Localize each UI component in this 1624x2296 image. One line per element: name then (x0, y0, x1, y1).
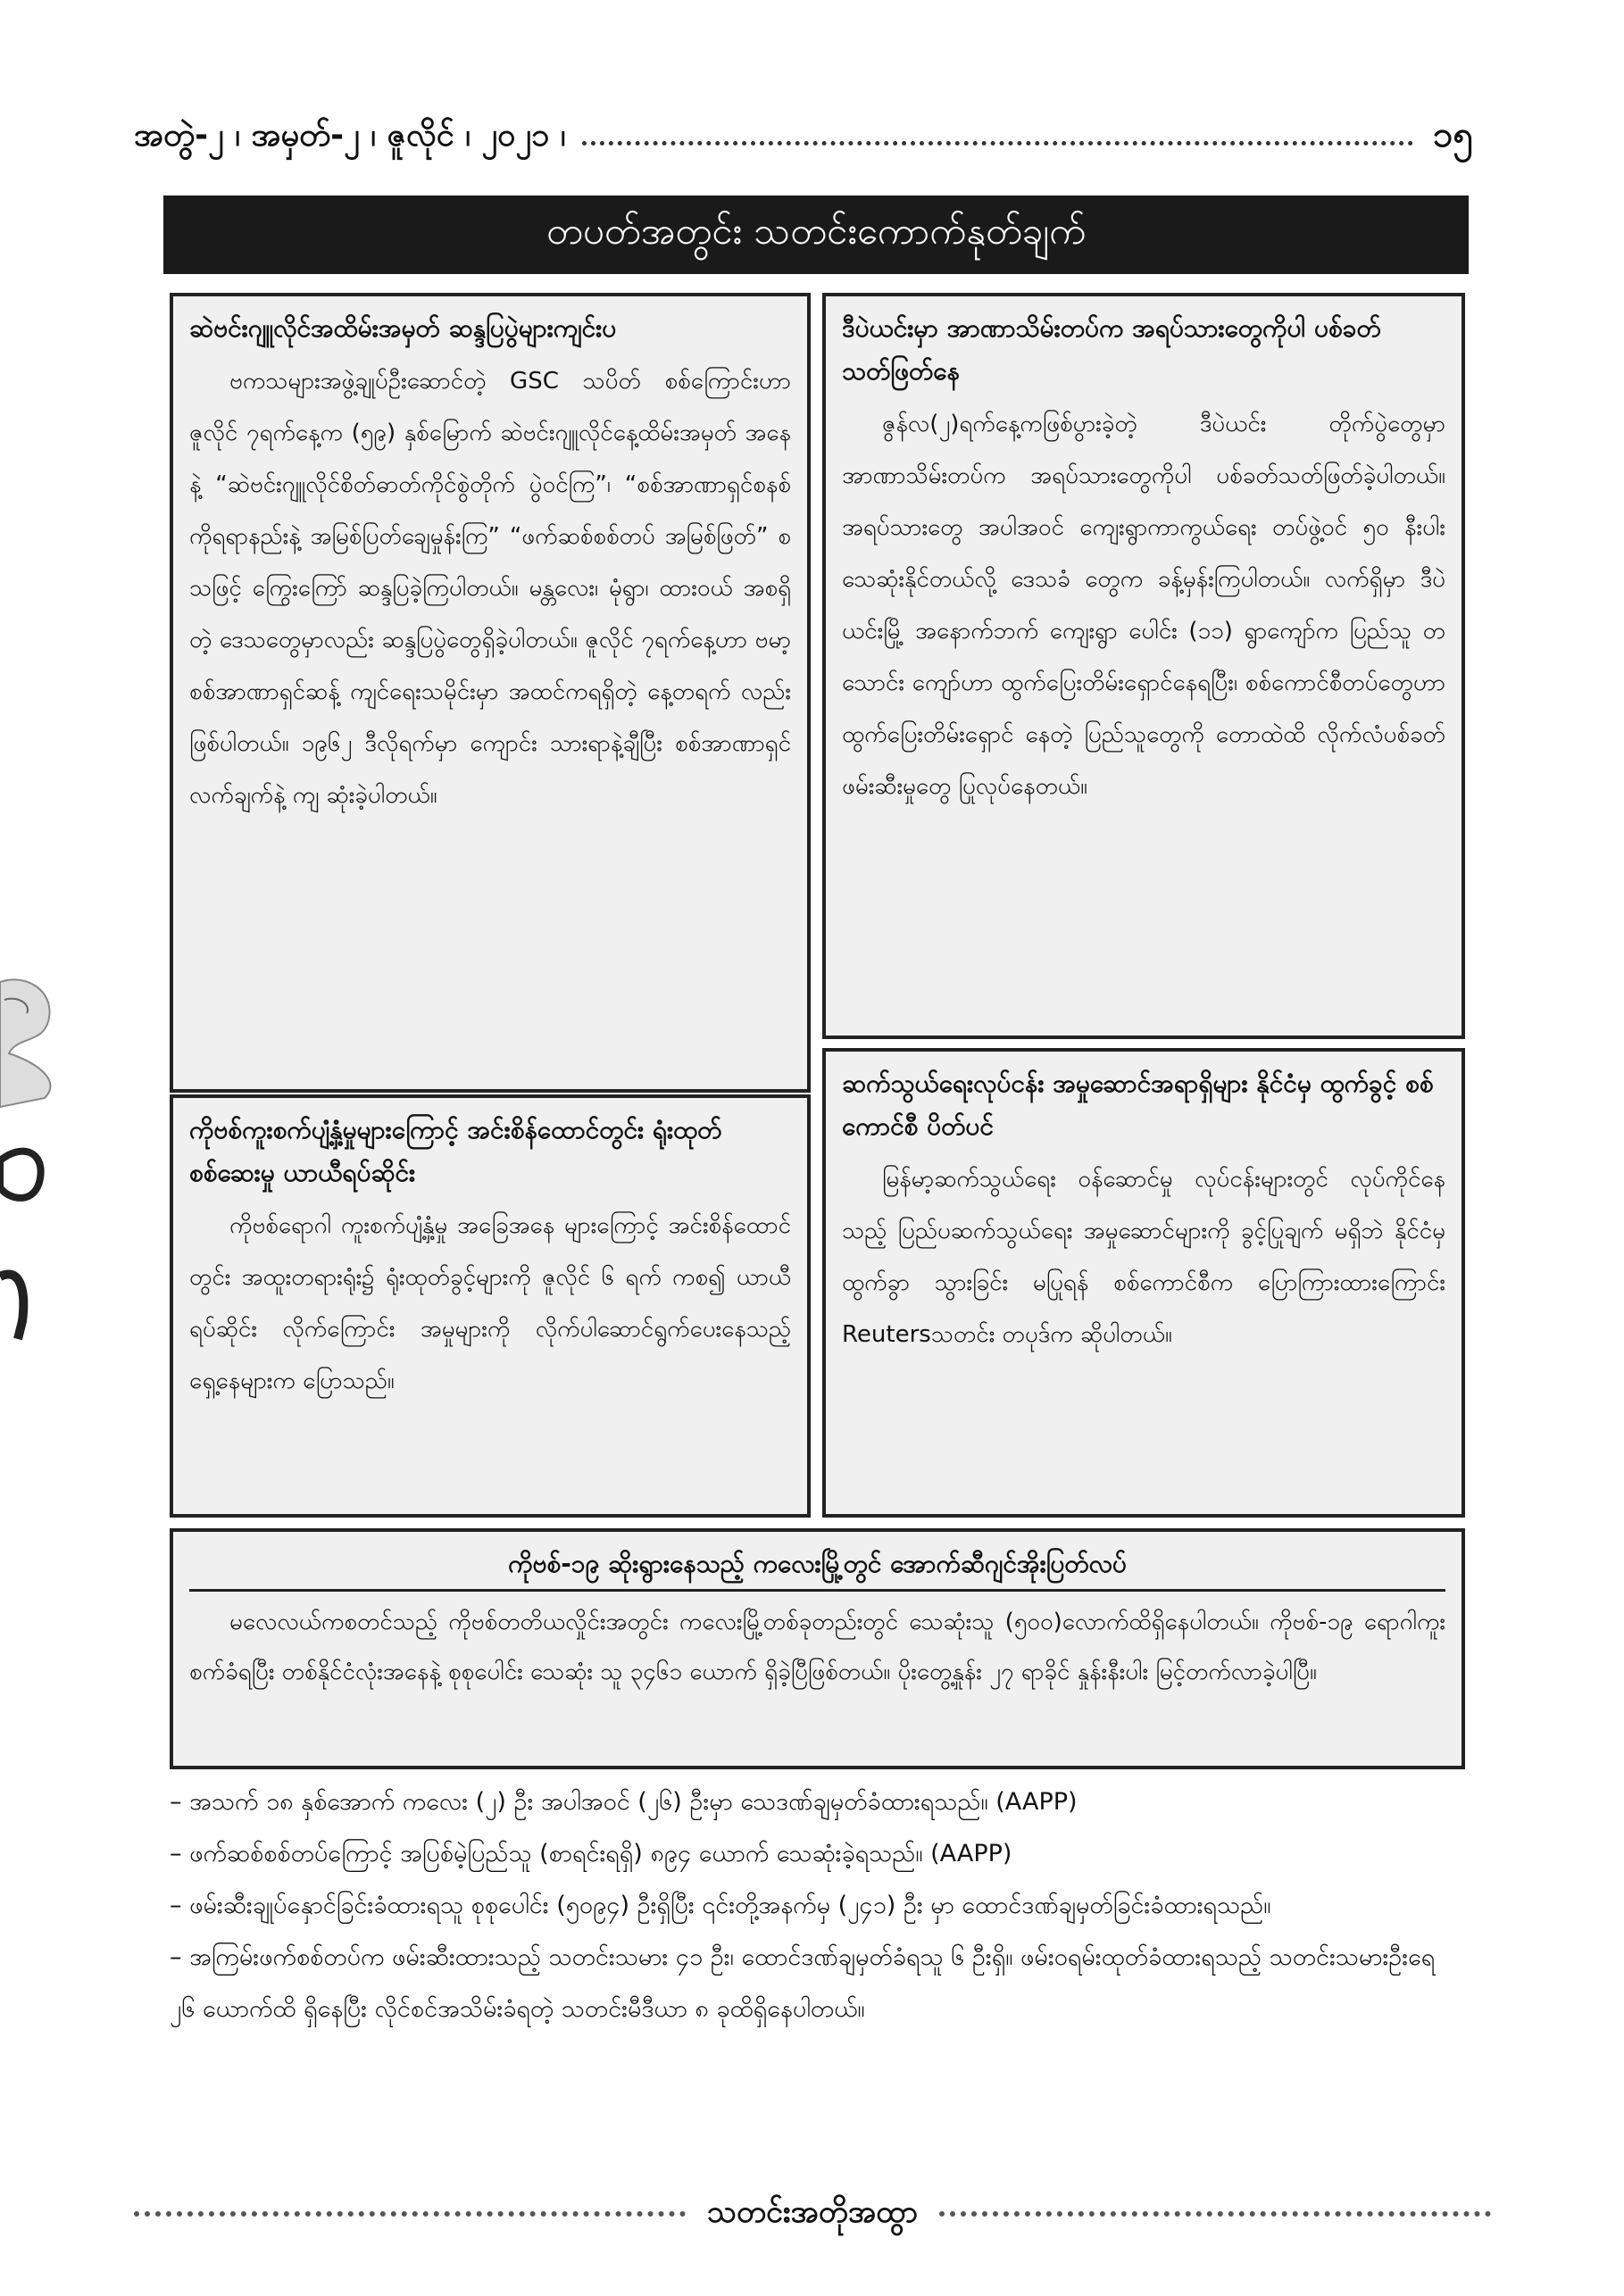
article-box (170, 293, 811, 1093)
article-box (822, 293, 1465, 1039)
banner-title: တပတ်အတွင်း သတင်းကောက်နုတ်ချက် (545, 209, 1087, 253)
page-header (134, 105, 1473, 170)
footer-dotted-rule (939, 2211, 1491, 2217)
footer-dotted-rule (134, 2211, 686, 2217)
article-title: ကိုဗစ်ကူးစက်ပျံ့နှံ့မှုများကြောင့် အင်းစိန်ထောင်တွင်း ရုံးထုတ်စစ်ဆေးမှု ယာယီရပ်ဆိုင်း (189, 1115, 722, 1187)
article-title: ကိုဗစ်-၁၉ ဆိုးရွားနေသည့် ကလေးမြို့တွင် အောက်ဆီဂျင်အိုးပြတ်လပ် (189, 1543, 1445, 1592)
article-title: ဒီပဲယင်းမှာ အာဏာသိမ်းတပ်က အရပ်သားတွေကိုပါ ပစ်ခတ်သတ်ဖြတ်နေ (842, 313, 1381, 386)
list-item: – အသက် ၁၈ နှစ်အောက် ကလေး (၂) ဦး အပါအဝင် (၂၆) ဦးမှာ သေဒဏ်ချမှတ်ခံထားရသည်။ (AAPP) (170, 1788, 1078, 1816)
issue-line: အတွဲ-၂ ၊ အမှတ်-၂ ၊ ဇူလိုင် ၊ ၂၀၂၁ ၊ (134, 117, 566, 154)
header-dotted-rule (582, 141, 1413, 146)
article-box (170, 1094, 811, 1518)
article-box-wide (170, 1528, 1465, 1769)
news-notes-list (170, 1776, 1465, 2035)
article-body: ကိုဗစ်ရောဂါ ကူးစက်ပျံ့နှံ့မှု အခြေအနေ များကြောင့် အင်းစိန်ထောင်တွင်း အထူးတရားရုံး၌ ရုံးထုတ်ခွင့်များကို ဇူလိုင် ၆ ရက် ကစ၍ ယာယီ ရပ်ဆိုင်း လိုက်ကြောင်း အမှုများကို လိုက်ပါဆောင်ရွက်ပေးနေသည့် ရှေ့နေများက ပြောသည်။ (189, 1212, 791, 1394)
footer-section-name: သတင်းအတိုအထွာ (707, 2193, 918, 2230)
article-box (822, 1048, 1465, 1518)
list-item: – ဖမ်းဆီးချုပ်နှောင်ခြင်းခံထားရသူ စုစုပေါင်း (၅၀၉၄) ဦးရှိပြီး ၎င်းတို့အနက်မှ (၂၄၁) ဦး မှာ ထောင်ဒဏ်ချမှတ်ခြင်းခံထားရသည်။ (170, 1892, 1271, 1919)
article-body: မလေလယ်ကစတင်သည့် ကိုဗစ်တတိယလှိုင်းအတွင်း ကလေးမြို့တစ်ခုတည်းတွင် သေဆုံးသူ (၅၀၀)လောက်ထိရှိနေပါတယ်။ ကိုဗစ်-၁၉ ရောဂါကူးစက်ခံရပြီး တစ်နိုင်ငံလုံးအနေနဲ့ စုစုပေါင်း သေဆုံး သူ ၃၄၆၁ ယောက် ရှိခဲ့ပြီဖြစ်တယ်။ ပိုးတွေ့နှုန်း ၂၇ ရာခိုင် နှုန်းနီးပါး မြင့်တက်လာခဲ့ပါပြီ။ (189, 1609, 1445, 1685)
article-body: ဇွန်လ(၂)ရက်နေ့ကဖြစ်ပွားခဲ့တဲ့ ဒီပဲယင်း တိုက်ပွဲတွေမှာ အာဏာသိမ်းတပ်က အရပ်သားတွေကိုပါ ပစ်ခတ်သတ်ဖြတ်ခဲ့ပါတယ်။ အရပ်သားတွေ အပါအဝင် ကျေးရွာကာကွယ်ရေး တပ်ဖွဲ့ဝင် ၅၀ နီးပါး သေဆုံးနိုင်တယ်လို့ ဒေသခံ တွေက ခန့်မှန်းကြပါတယ်။ လက်ရှိမှာ ဒီပဲယင်းမြို့ အနောက်ဘက် ကျေးရွာ ပေါင်း (၁၁) ရွာကျော်က ပြည်သူ တသောင်း ကျော်ဟာ ထွက်ပြေးတိမ်းရှောင်နေရပြီး၊ စစ်ကောင်စီတပ်တွေဟာ ထွက်ပြေးတိမ်းရှောင် နေတဲ့ ပြည်သူတွေကို တောထဲထိ လိုက်လံပစ်ခတ် ဖမ်းဆီးမှုတွေ ပြုလုပ်နေတယ်။ (842, 411, 1445, 800)
list-item: – ဖက်ဆစ်စစ်တပ်ကြောင့် အပြစ်မဲ့ပြည်သူ (စာရင်းရရှိ) ၈၉၄ ယောက် သေဆုံးခဲ့ရသည်။ (AAPP) (170, 1840, 1012, 1868)
article-body: မြန်မာ့ဆက်သွယ်ရေး ဝန်ဆောင်မှု လုပ်ငန်းများတွင် လုပ်ကိုင်နေသည့် ပြည်ပဆက်သွယ်ရေး အမှုဆောင်များကို ခွင့်ပြုချက် မရှိဘဲ နိုင်ငံမှ ထွက်ခွာ သွားခြင်း မပြုရန် စစ်ကောင်စီက ပြောကြားထားကြောင်း Reutersသတင်း တပုဒ်က ဆိုပါတယ်။ (842, 1166, 1445, 1348)
page-footer (134, 2187, 1491, 2241)
article-body: ဗကသများအဖွဲ့ချုပ်ဦးဆောင်တဲ့ GSC သပိတ် စစ်ကြောင်းဟာ ဇူလိုင် ၇ရက်နေ့က (၅၉) နှစ်မြောက် ဆဲဗင်းဂျူလိုင်နေ့ထိမ်းအမှတ် အနေနဲ့ “ဆဲဗင်းဂျူလိုင်စိတ်ဓာတ်ကိုင်စွဲတိုက် ပွဲဝင်ကြ”၊ “စစ်အာဏာရှင်စနစ်ကိုရရာနည်းနဲ့ အမြစ်ပြတ်ချေမှုန်းကြ” “ဖက်ဆစ်စစ်တပ် အမြစ်ဖြတ်” စသဖြင့် ကြွေးကြော် ဆန္ဒပြခဲ့ကြပါတယ်။ မန္တလေး၊ မုံရွာ၊ ထားဝယ် အစရှိတဲ့ ဒေသတွေမှာလည်း ဆန္ဒပြပွဲတွေရှိခဲ့ပါတယ်။ ဇူလိုင် ၇ရက်နေ့ဟာ ဗမာ့စစ်အာဏာရှင်ဆန့် ကျင်ရေးသမိုင်းမှာ အထင်ကရရှိတဲ့ နေ့တရက် လည်းဖြစ်ပါတယ်။ ၁၉၆၂ ဒီလိုရက်မှာ ကျောင်း သားရာနဲ့ချီပြီး စစ်အာဏာရှင်လက်ချက်နဲ့ ကျ ဆုံးခဲ့ပါတယ်။ (189, 368, 791, 809)
page-number: ၁၅ (1433, 113, 1473, 155)
section-banner (163, 195, 1469, 274)
list-item: – အကြမ်းဖက်စစ်တပ်က ဖမ်းဆီးထားသည့် သတင်းသမား ၄၁ ဦး၊ ထောင်ဒဏ်ချမှတ်ခံရသူ ၆ ဦးရှိ။ ဖမ်းဝရမ်းထုတ်ခံထားရသည့် သတင်းသမားဦးရေ ၂၆ ယောက်ထိ ရှိနေပြီး လိုင်စင်အသိမ်းခံရတဲ့ သတင်းမီဒီယာ ၈ ခုထိရှိနေပါတယ်။ (170, 1943, 1436, 2023)
side-decorative-art (0, 973, 82, 1348)
article-title: ဆက်သွယ်ရေးလုပ်ငန်း အမှုဆောင်အရာရှိများ နိုင်ငံမှ ထွက်ခွင့် စစ်ကောင်စီ ပိတ်ပင် (842, 1069, 1434, 1141)
article-title: ဆဲဗင်းဂျူလိုင်အထိမ်းအမှတ် ဆန္ဒပြပွဲများကျင်းပ (189, 313, 617, 343)
